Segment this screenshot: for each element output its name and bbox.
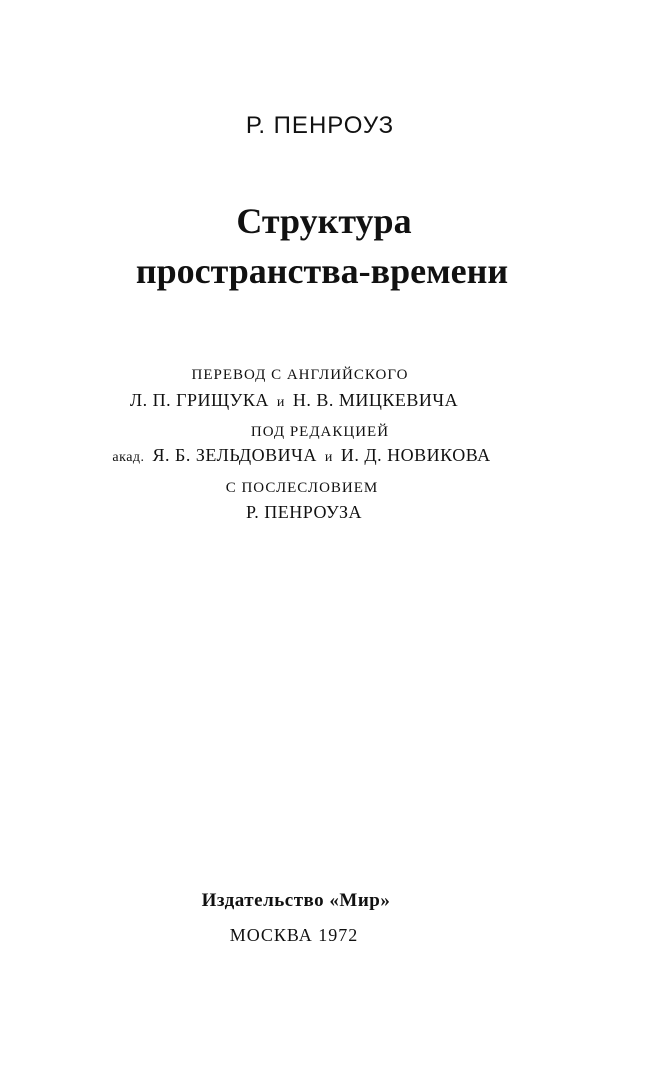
editors xyxy=(0,446,628,465)
editor-2: И. Д. НОВИКОВА xyxy=(340,445,491,465)
city-year: МОСКВА 1972 xyxy=(229,925,359,945)
editors-prefix: акад. xyxy=(112,450,145,465)
publisher-name: Издательство «Мир» xyxy=(201,890,391,911)
editor-1: Я. Б. ЗЕЛЬДОВИЧА xyxy=(152,445,317,465)
editors-label: ПОД РЕДАКЦИЕЙ xyxy=(250,424,390,440)
afterword-author: Р. ПЕНРОУЗА xyxy=(246,502,362,522)
author-name: Р. ПЕНРОУЗ xyxy=(245,112,395,139)
editors-conjunction: и xyxy=(324,450,333,465)
translators-conjunction: и xyxy=(276,395,285,410)
translator-2: Н. В. МИЦКЕВИЧА xyxy=(292,390,459,410)
book-title-line-1: Структура xyxy=(236,201,412,241)
translation-label: ПЕРЕВОД С АНГЛИЙСКОГО xyxy=(191,367,409,383)
afterword-label: С ПОСЛЕСЛОВИЕМ xyxy=(225,480,379,496)
translators xyxy=(0,391,622,410)
book-title-line-2: пространства-времени xyxy=(135,251,509,291)
translator-1: Л. П. ГРИЩУКА xyxy=(129,390,269,410)
